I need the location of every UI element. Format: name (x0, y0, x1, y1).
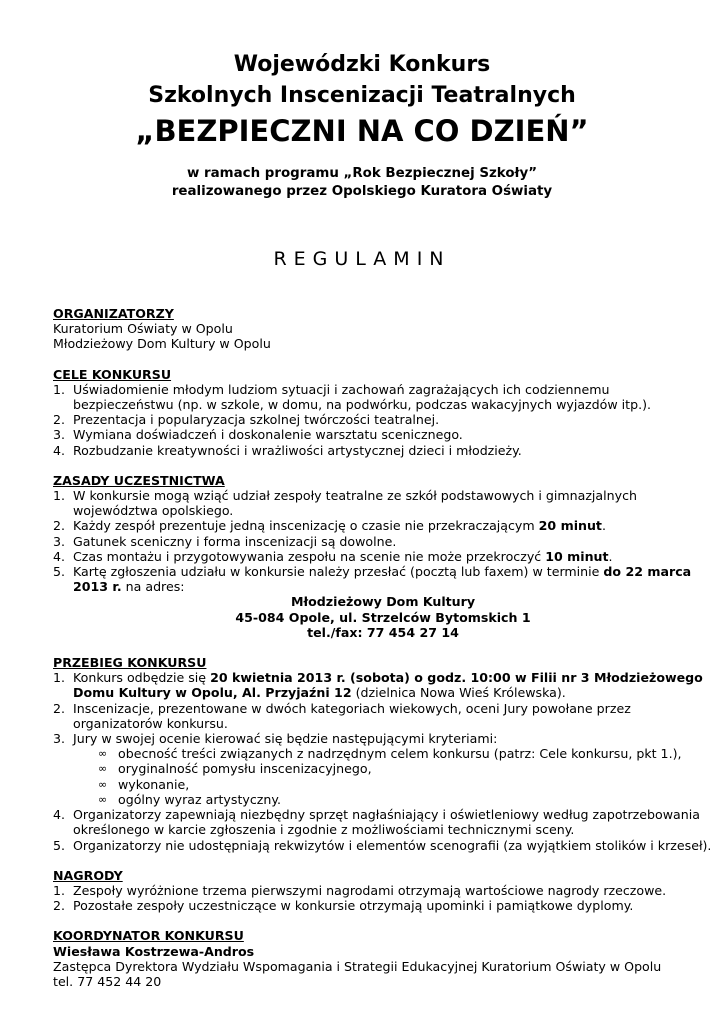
item-number: 3. (53, 533, 66, 549)
przebieg-item-text: (dzielnica Nowa Wieś Królewska). (351, 685, 566, 701)
organizer-line: Młodzieżowy Dom Kultury w Opolu (53, 336, 271, 352)
list-item (53, 701, 713, 731)
list-item (53, 518, 713, 533)
zasady-heading: ZASADY UCZESTNICTWA (53, 472, 225, 488)
przebieg-list-continued (53, 807, 713, 853)
criteria-text: obecność treści związanych z nadrzędnym celem konkursu (patrz: Cele konkursu, pkt 1.), (118, 746, 682, 762)
przebieg-item-text: Jury w swojej ocenie kierować się będzie następującymi kryteriami: (73, 731, 498, 747)
document-body (53, 306, 713, 989)
nagrody-item-text: Zespoły wyróżnione trzema pierwszymi nagrodami otrzymają wartościowe nagrody rzeczowe. (73, 882, 667, 898)
cele-item-text: Prezentacja i popularyzacja szkolnej twórczości teatralnej. (73, 412, 440, 428)
cele-heading: CELE KONKURSU (53, 366, 172, 382)
item-number: 3. (53, 731, 66, 747)
coordinator-role: Zastępca Dyrektora Wydziału Wspomagania i Strategii Edukacyjnej Kuratorium Oświaty w Opolu (53, 958, 662, 974)
list-item (53, 898, 713, 913)
cele-list (53, 382, 713, 458)
address-line-1: Młodzieżowy Dom Kultury (290, 594, 476, 610)
punctuation: . (608, 548, 613, 564)
item-number: 4. (53, 548, 66, 564)
item-number: 1. (53, 882, 66, 898)
item-number: 4. (53, 807, 66, 823)
list-item (53, 382, 713, 412)
przebieg-item-text: Inscenizacje, prezentowane w dwóch kategoriach wiekowych, oceni Jury powołane przez organizatorów konkursu. (73, 700, 631, 731)
item-number: 2. (53, 412, 66, 428)
koordynator-heading: KOORDYNATOR KONKURSU (53, 928, 244, 944)
list-item (53, 838, 713, 853)
list-item (53, 883, 713, 898)
cele-item-text: Wymiana doświadczeń i doskonalenie warsztatu scenicznego. (73, 427, 463, 443)
subtitle-line-1: w ramach programu „Rok Bezpiecznej Szkoły” (186, 166, 538, 181)
regulamin-heading: REGULAMIN (273, 248, 451, 270)
cele-item-text: Rozbudzanie kreatywności i wrażliwości artystycznej dzieci i młodzieży. (73, 442, 522, 458)
setup-time-bold: 10 minut (545, 548, 609, 564)
item-number: 3. (53, 427, 66, 443)
item-number: 5. (53, 837, 66, 853)
cele-item-text: Uświadomienie młodym ludziom sytuacji i zachowań zagrażających ich codziennemu bezpieczeństwu (np. w szkole, w domu, na podwórku, podczas wakacyjnych wyjazdów itp.). (73, 381, 652, 413)
organizer-line: Kuratorium Oświaty w Opolu (53, 321, 233, 337)
criteria-text: wykonanie, (118, 776, 190, 792)
coordinator-name: Wiesława Kostrzewa-Andros (53, 943, 255, 959)
item-number: 1. (53, 670, 66, 686)
item-number: 2. (53, 898, 66, 914)
przebieg-item-text: Organizatorzy nie udostępniają rekwizytów i elementów scenografii (za wyjątkiem stolików i krzeseł). (73, 837, 712, 853)
event-date-bold: 20 kwietnia 2013 r. (sobota) o godz. 10:00 w Filii nr 3 Młodzieżowego Domu Kultury w Opolu, Al. Przyjaźni 12 (73, 670, 703, 701)
infinity-bullet-icon: ∞ (98, 747, 108, 761)
przebieg-item-text: Konkurs odbędzie się (73, 670, 211, 686)
list-item (53, 488, 713, 518)
punctuation: . (601, 518, 606, 534)
title-line-3: „BEZPIECZNI NA CO DZIEŃ” (135, 114, 589, 148)
zasady-list (53, 488, 713, 594)
list-item (98, 777, 713, 792)
organizatorzy-heading: ORGANIZATORZY (53, 306, 174, 321)
title-line-2: Szkolnych Inscenizacji Teatralnych (148, 83, 576, 108)
infinity-bullet-icon: ∞ (98, 777, 108, 791)
infinity-bullet-icon: ∞ (98, 792, 108, 806)
coordinator-phone: tel. 77 452 44 20 (53, 973, 162, 989)
list-item (98, 761, 713, 776)
przebieg-item-text: Organizatorzy zapewniają niezbędny sprzęt nagłaśniający i oświetleniowy według zapotrzebowania określonego w karcie zgłoszenia i zgodnie z możliwościami technicznymi sceny. (73, 807, 700, 838)
item-number: 2. (53, 518, 66, 534)
list-item (53, 670, 713, 700)
list-item (98, 792, 713, 807)
zasady-item-text: Kartę zgłoszenia udziału w konkursie należy przesłać (pocztą lub faxem) w terminie (73, 564, 604, 580)
list-item (53, 731, 713, 746)
criteria-text: oryginalność pomysłu inscenizacyjnego, (118, 761, 372, 777)
list-item (53, 549, 713, 564)
title-line-1: Wojewódzki Konkurs (233, 52, 491, 77)
list-item (53, 443, 713, 458)
nagrody-item-text: Pozostałe zespoły uczestniczące w konkursie otrzymają upominki i pamiątkowe dyplomy. (73, 898, 634, 914)
infinity-bullet-icon: ∞ (98, 762, 108, 776)
item-number: 5. (53, 564, 66, 580)
address-phone: tel./fax: 77 454 27 14 (307, 624, 459, 640)
list-item (53, 412, 713, 427)
list-item (98, 746, 713, 761)
przebieg-heading: PRZEBIEG KONKURSU (53, 655, 207, 671)
zasady-item-text: Czas montażu i przygotowywania zespołu na scenie nie może przekroczyć (73, 548, 546, 564)
criteria-list (53, 746, 713, 807)
zasady-item-text: Gatunek sceniczny i forma inscenizacji są dowolne. (73, 533, 397, 549)
zasady-item-text: Każdy zespół prezentuje jedną inscenizację o czasie nie przekraczającym (73, 518, 539, 534)
criteria-text: ogólny wyraz artystyczny. (118, 791, 282, 807)
zasady-item-text: na adres: (121, 579, 185, 595)
item-number: 1. (53, 381, 66, 397)
item-number: 2. (53, 700, 66, 716)
list-item (53, 534, 713, 549)
time-limit-bold: 20 minut (538, 518, 602, 534)
zasady-item-text: W konkursie mogą wziąć udział zespoły teatralne ze szkół podstawowych i gimnazjalnych województwa opolskiego. (73, 488, 637, 519)
item-number: 1. (53, 488, 66, 504)
nagrody-list (53, 883, 713, 913)
przebieg-list (53, 670, 713, 746)
list-item (53, 427, 713, 442)
subtitle-line-2: realizowanego przez Opolskiego Kuratora Oświaty (171, 184, 553, 199)
address-line-2: 45-084 Opole, ul. Strzelców Bytomskich 1 (235, 609, 531, 625)
nagrody-heading: NAGRODY (53, 867, 123, 883)
item-number: 4. (53, 442, 66, 458)
list-item (53, 807, 713, 837)
deadline-bold: do 22 marca 2013 r. (73, 564, 692, 595)
list-item (53, 564, 713, 594)
